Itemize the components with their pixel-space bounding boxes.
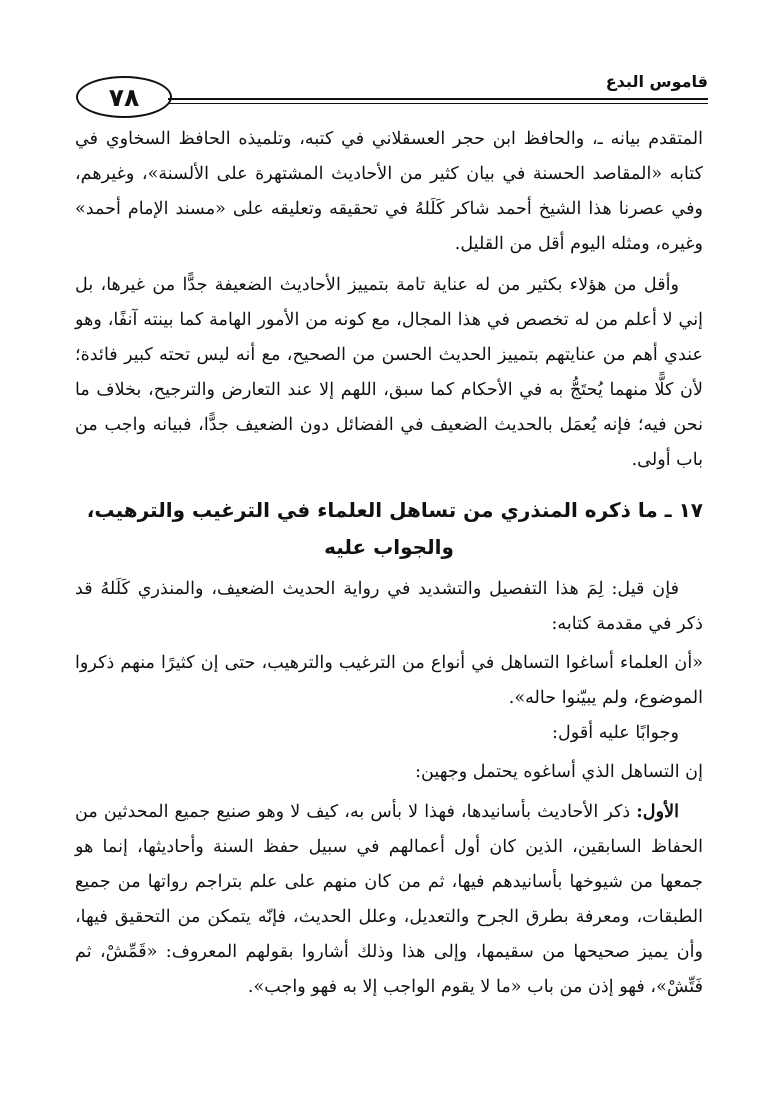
quotation: «أن العلماء أساغوا التساهل في أنواع من الترغيب والترهيب، حتى إن كثيرًا منهم ذكروا الموضوع، ولم يبيّنوا حاله». — [75, 653, 703, 708]
paragraph: فإن قيل: لِمَ هذا التفصيل والتشديد في رواية الحديث الضعيف، والمنذري كَلَلهُ قد ذكر في مقدمة كتابه: — [75, 579, 703, 634]
page-number: ٧٨ — [76, 76, 172, 118]
paragraph: وجوابًا عليه أقول: — [552, 723, 679, 743]
paragraph: المتقدم بيانه ـ، والحافظ ابن حجر العسقلاني في كتبه، وتلميذه الحافظ السخاوي في كتابه «المقاصد الحسنة في بيان كثير من الأحاديث المشتهرة على الألسنة»، وغيرهم، وفي عصرنا هذا الشيخ أحمد شاكر كَلَلهُ في تحقيقه وتعليقه على «مسند الإمام أحمد» وغيره، ومثله اليوم أقل من القليل. — [75, 129, 703, 254]
section-heading — [75, 492, 703, 566]
paragraph-lead: الأول: — [636, 801, 679, 822]
section-heading-line: والجواب عليه — [324, 535, 454, 559]
paragraph — [75, 794, 703, 1005]
header-rule — [168, 98, 708, 100]
header-rule-thin — [168, 103, 708, 104]
section-heading-line: ١٧ ـ ما ذكره المنذري من تساهل العلماء في الترغيب والترهيب، — [86, 498, 703, 522]
paragraph-text: ذكر الأحاديث بأسانيدها، فهذا لا بأس به، كيف لا وهو صنيع جميع المحدثين من الحفاظ السابقين، الذين كان أول أعمالهم في سبيل حفظ السنة وأحاديثها، إنما هو جمعها من شيوخها بأسانيدهم فيها، ثم من كان منهم على علم بتراجم رواتها من جميع الطبقات، ومعرفة بطرق الجرح والتعديل، وعلل الحديث، فإنّه يتمكن من التحقيق فيها، وأن يميز صحيحها من سقيمها، وإلى هذا وذلك أشاروا بقولهم المعروف: «قَمِّشْ، ثم فَتِّشْ»، فهو إذن من باب «ما لا يقوم الواجب إلا به فهو واجب». — [75, 802, 703, 997]
running-title: قاموس البدع — [605, 72, 708, 91]
paragraph: وأقل من هؤلاء بكثير من له عناية تامة بتمييز الأحاديث الضعيفة جدًّا من غيرها، بل إني لا أعلم من له تخصص في هذا المجال، مع كونه من الأمور الهامة كما بينته آنفًا، وهو عندي أهم من عنايتهم بتمييز الحديث الحسن من الصحيح، مع أنه ليس تحته كبير فائدة؛ لأن كلًّا منهما يُحتَجُّ به في الأحكام كما سبق، اللهم إلا عند التعارض والترجيح، بخلاف ما نحن فيه؛ فإنه يُعمَل بالحديث الضعيف في الفضائل دون الضعيف جدًّا، فبيانه واجب من باب أولى. — [75, 275, 703, 470]
paragraph: إن التساهل الذي أساغوه يحتمل وجهين: — [415, 762, 703, 782]
page-header — [58, 62, 708, 124]
page-body — [75, 122, 703, 1005]
